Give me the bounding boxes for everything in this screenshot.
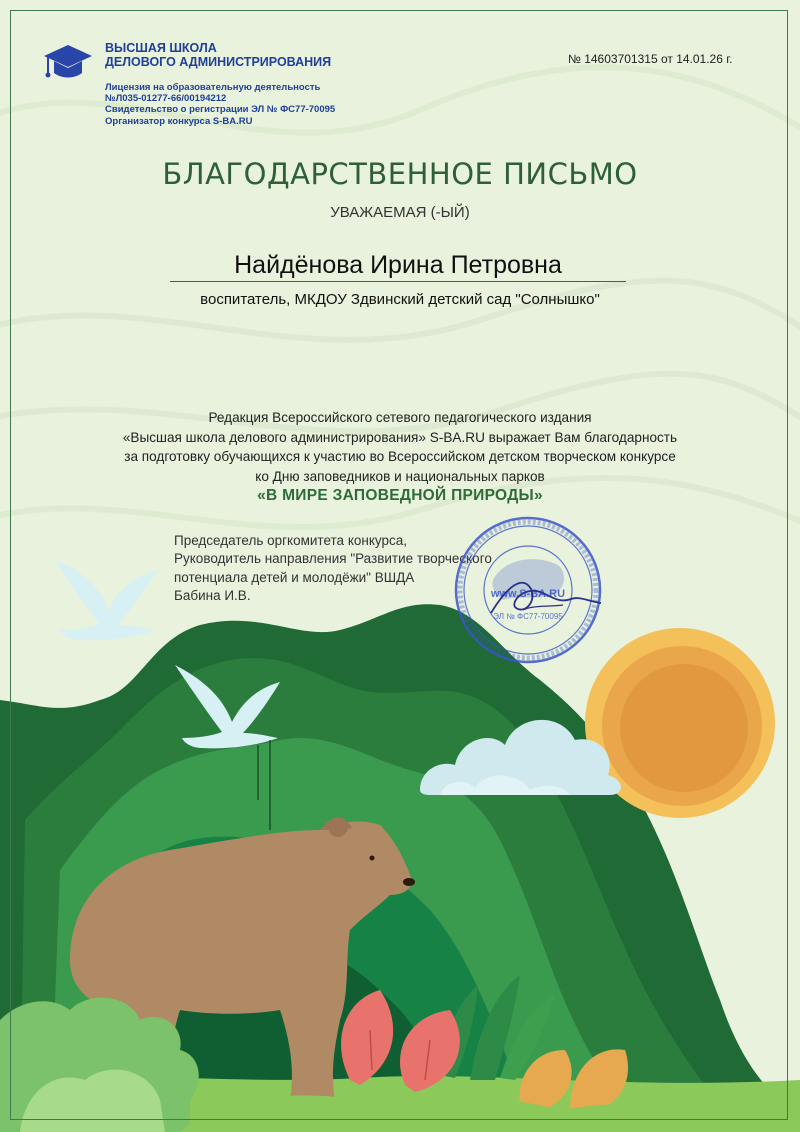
signer-name: Бабина И.В. [174,588,251,604]
contest-name: «В МИРЕ ЗАПОВЕДНОЙ ПРИРОДЫ» [257,487,543,504]
document-number: № 14603701315 от 14.01.26 г. [568,52,733,66]
license-line: Лицензия на образовательную деятельность [105,82,321,93]
license-number: №Л035-01277-66/00194212 [105,93,227,105]
org-name-line1: ВЫСШАЯ ШКОЛА [105,41,217,55]
official-seal-stamp [453,515,603,665]
seal-center-text: www.S-BA.RU [490,588,566,600]
body-line: Редакция Всероссийского сетевого педагогического издания [208,410,592,425]
signer-role: Руководитель направления "Развитие творческого [174,551,492,567]
body-line: ко Дню заповедников и национальных парков [255,468,545,484]
contest-organizer: Организатор конкурса S-BA.RU [105,115,253,127]
organization-name [105,41,331,69]
recipient-position: воспитатель, МКДОУ Здвинский детский сад "Солнышко" [200,291,600,308]
body-line: за подготовку обучающихся к участию во Всероссийском детском творческом конкурсе [124,449,676,464]
letter-body [40,408,760,486]
greeting: УВАЖАЕМАЯ (-ЫЙ) [330,204,470,221]
graduation-cap-icon [42,42,94,82]
org-name-line2: ДЕЛОВОГО АДМИНИСТРИРОВАНИЯ [105,55,332,69]
signer-role-cont: потенциала детей и молодёжи" ВШДА [174,569,415,585]
signer-block [174,532,492,606]
seal-bottom-text: ЭЛ № ФС77-70095 [493,612,563,621]
registration-certificate: Свидетельство о регистрации ЭЛ № ФС77-70095 [105,104,336,116]
signer-title: Председатель оргкомитета конкурса, [174,533,408,548]
license-info [105,82,335,127]
body-line: «Высшая школа делового администрирования» S-BA.RU выражает Вам благодарность [122,429,678,445]
recipient-name: Найдёнова Ирина Петровна [170,250,626,282]
letter-title: БЛАГОДАРСТВЕННОЕ ПИСЬМО [162,157,638,191]
